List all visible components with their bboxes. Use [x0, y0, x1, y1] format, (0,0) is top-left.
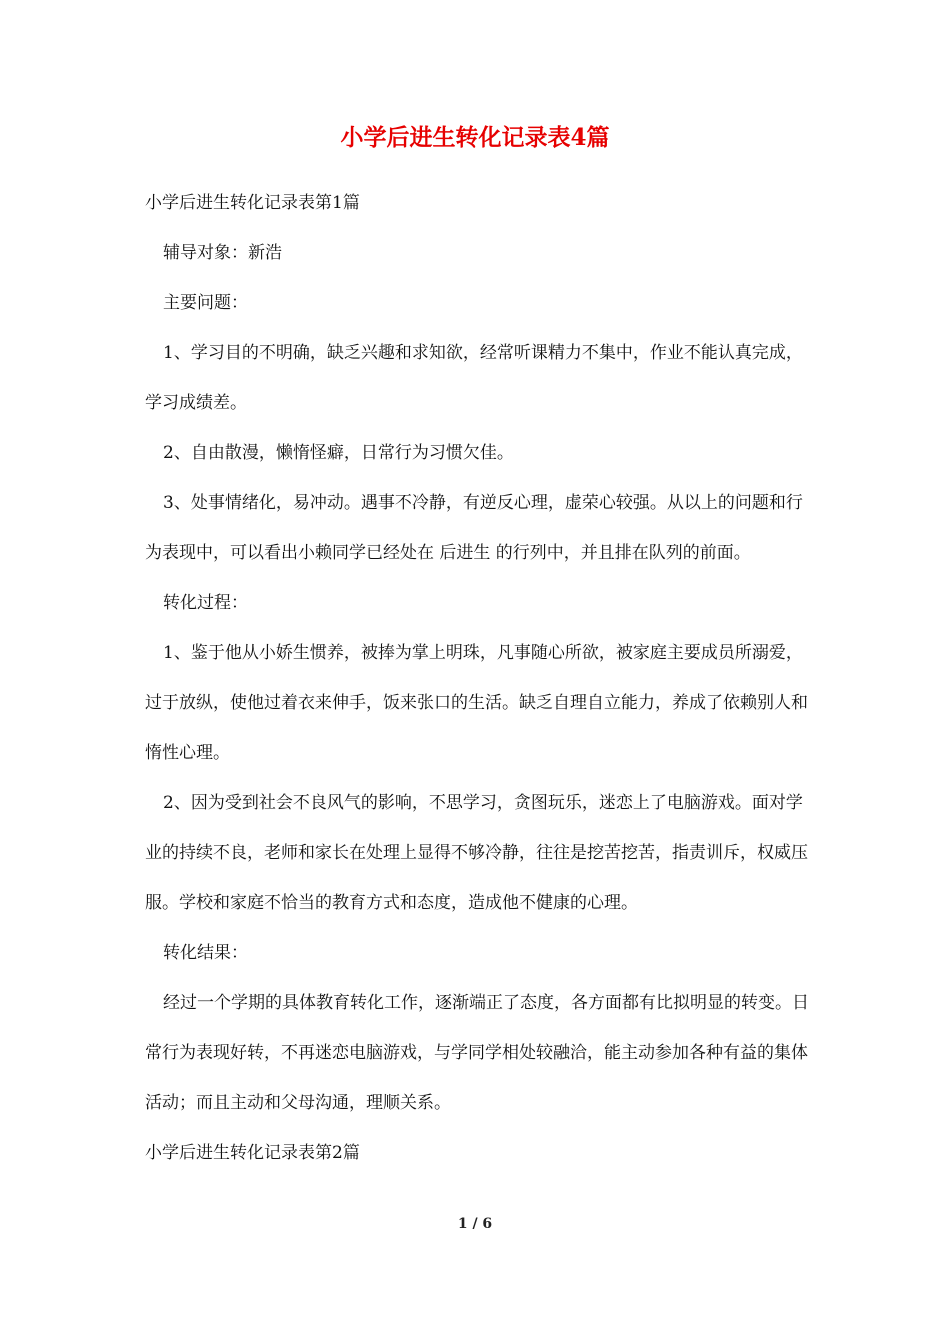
document-title: 小学后进生转化记录表4篇	[340, 124, 610, 151]
process-item-1: 1、鉴于他从小娇生惯养，被捧为掌上明珠，凡事随心所欲，被家庭主要成员所溺爱，过于放纵，使他过着衣来伸手，饭来张口的生活。缺乏自理自立能力，养成了依赖别人和惰性心理。	[145, 643, 808, 763]
process-heading: 转化过程：	[163, 593, 248, 613]
page-indicator: 1 / 6	[457, 1216, 493, 1232]
problem-item-1: 1、学习目的不明确，缺乏兴趣和求知欲，经常听课精力不集中，作业不能认真完成，学习成绩差。	[145, 343, 803, 413]
problem-item-3: 3、处事情绪化，易冲动。遇事不冷静，有逆反心理，虚荣心较强。从以上的问题和行为表现中，可以看出小赖同学已经处在 后进生 的行列中，并且排在队列的前面。	[145, 493, 803, 563]
problem-item-2: 2、自由散漫，懒惰怪癖，日常行为习惯欠佳。	[163, 443, 514, 463]
main-problems-heading: 主要问题：	[163, 293, 248, 313]
process-item-2: 2、因为受到社会不良风气的影响，不思学习，贪图玩乐，迷恋上了电脑游戏。面对学业的持续不良，老师和家长在处理上显得不够冷静，往往是挖苦挖苦，指责训斥，权威压服。学校和家庭不恰当的教育方式和态度，造成他不健康的心理。	[145, 793, 808, 913]
section-heading-1: 小学后进生转化记录表第1篇	[145, 193, 360, 213]
document-body	[145, 178, 810, 1178]
result-text: 经过一个学期的具体教育转化工作，逐渐端正了态度，各方面都有比拟明显的转变。日常行为表现好转，不再迷恋电脑游戏，与学同学相处较融洽，能主动参加各种有益的集体活动；而且主动和父母沟通，理顺关系。	[145, 993, 809, 1113]
result-heading: 转化结果：	[163, 943, 248, 963]
tutoring-target: 辅导对象：新浩	[163, 243, 282, 263]
section-heading-2: 小学后进生转化记录表第2篇	[145, 1143, 360, 1163]
